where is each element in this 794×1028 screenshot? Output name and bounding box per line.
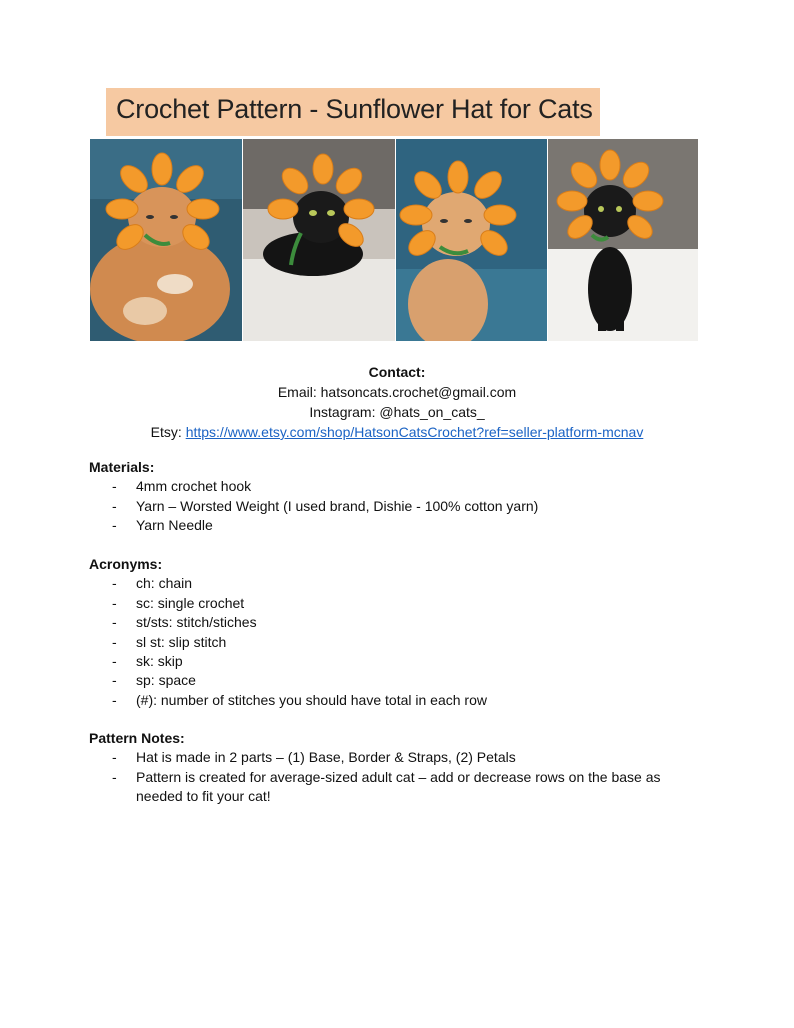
list-item: - Pattern is created for average-sized adult cat – add or decrease rows on the base as needed to fit your cat! <box>112 768 661 805</box>
photo-orange-cat-1 <box>90 139 242 341</box>
contact-section <box>0 362 794 442</box>
list-item: - (#): number of stitches you should have total in each row <box>112 691 487 708</box>
contact-email: Email: hatsoncats.crochet@gmail.com <box>277 384 517 400</box>
photo-strip <box>90 139 698 341</box>
photo-black-cat-1 <box>243 139 395 341</box>
etsy-label: Etsy: <box>150 424 186 440</box>
list-item: - Hat is made in 2 parts – (1) Base, Border & Straps, (2) Petals <box>112 749 516 766</box>
etsy-link[interactable]: https://www.etsy.com/shop/HatsonCatsCrochet?ref=seller-platform-mcnav <box>185 424 644 440</box>
acronyms-section <box>89 555 696 710</box>
list-item: - ch: chain <box>112 575 193 592</box>
list-item: - sp: space <box>112 672 196 689</box>
list-item: - sk: skip <box>112 653 183 670</box>
list-item: - Yarn – Worsted Weight (I used brand, Dishie - 100% cotton yarn) <box>112 497 539 514</box>
materials-list <box>89 477 696 535</box>
pattern-notes-heading: Pattern Notes: <box>89 730 185 746</box>
list-item: - st/sts: stitch/stiches <box>112 614 257 631</box>
contact-instagram: Instagram: @hats_on_cats_ <box>309 404 485 420</box>
photo-orange-cat-2 <box>396 139 547 341</box>
page-title: Crochet Pattern - Sunflower Hat for Cats <box>116 94 593 124</box>
photo-black-cat-2 <box>548 139 698 341</box>
pattern-notes-list <box>89 748 696 806</box>
pattern-notes-section <box>89 729 696 807</box>
list-item: - 4mm crochet hook <box>112 478 252 495</box>
list-item: - Yarn Needle <box>112 517 213 534</box>
acronyms-heading: Acronyms: <box>89 556 163 572</box>
acronyms-list <box>89 574 696 710</box>
list-item: - sl st: slip stitch <box>112 633 227 650</box>
materials-heading: Materials: <box>89 459 155 475</box>
list-item: - sc: single crochet <box>112 594 245 611</box>
contact-etsy <box>0 422 794 442</box>
contact-heading: Contact: <box>368 364 426 380</box>
title-banner <box>106 88 600 136</box>
materials-section <box>89 458 696 536</box>
